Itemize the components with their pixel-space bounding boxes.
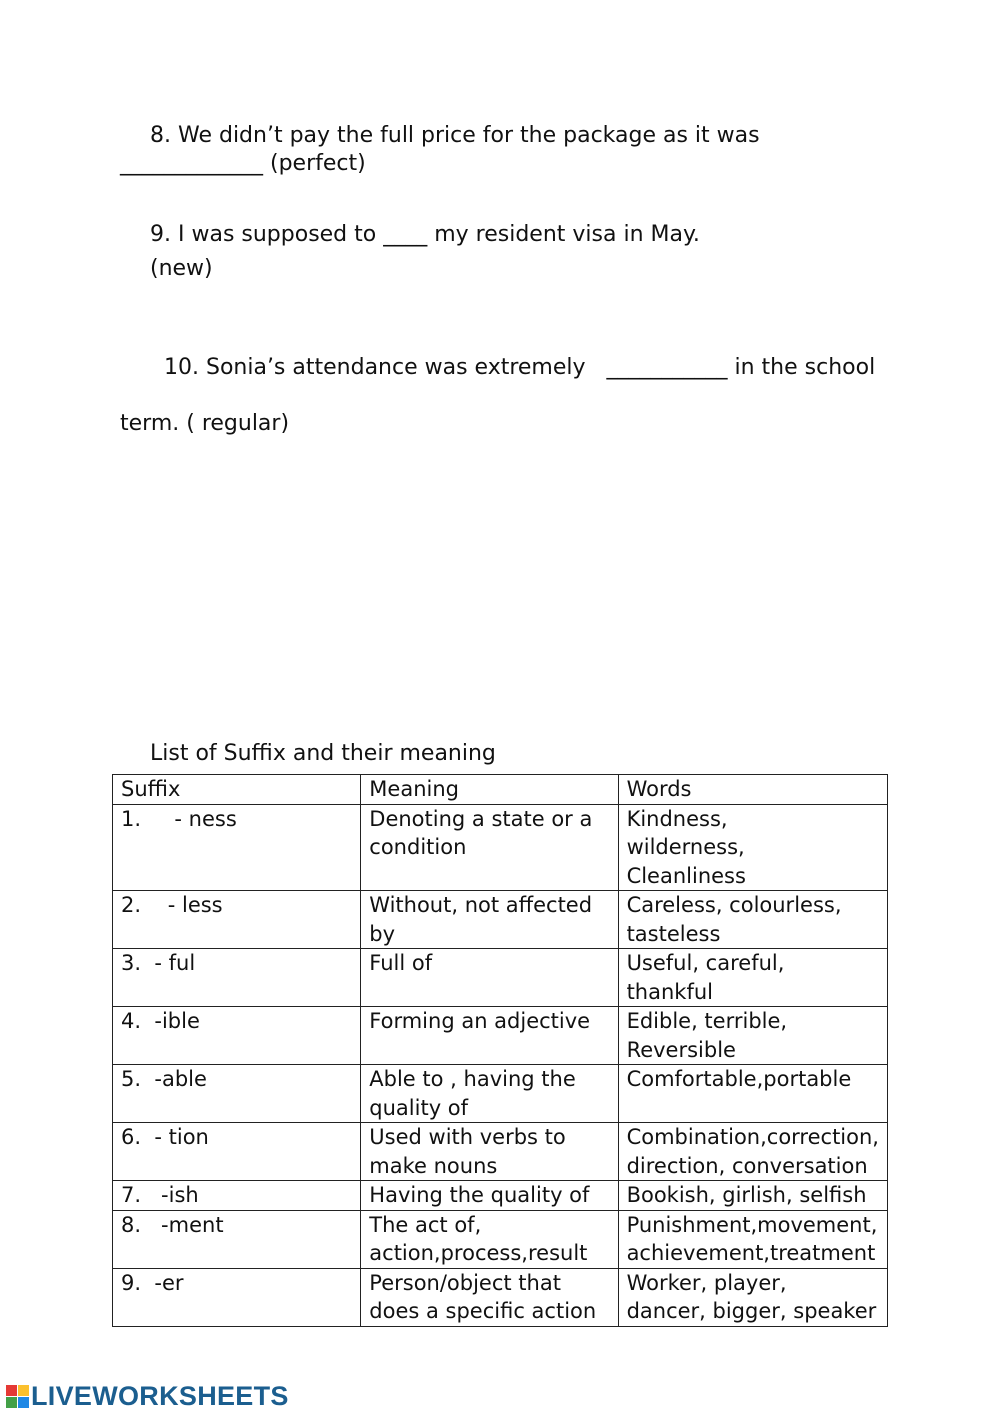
suffix-cell: 5. -able: [113, 1065, 361, 1123]
question-text: 9. I was supposed to ____ my resident visa in May.: [150, 222, 700, 247]
meaning-cell: Having the quality of: [361, 1181, 618, 1211]
question-10: [120, 326, 880, 466]
words-cell: Careless, colourless, tasteless: [618, 891, 887, 949]
table-header-row: [113, 775, 888, 805]
question-text: 8. We didn’t pay the full price for the package as it was: [150, 123, 760, 148]
suffix-cell: 6. - tion: [113, 1123, 361, 1181]
suffix-cell: 2. - less: [113, 891, 361, 949]
question-9: [120, 221, 880, 283]
section-title: List of Suffix and their meaning: [150, 741, 496, 766]
table-row: [113, 891, 888, 949]
table-row: [113, 1065, 888, 1123]
words-cell: Comfortable,portable: [618, 1065, 887, 1123]
logo-block: [18, 1385, 29, 1396]
logo-block: [18, 1397, 29, 1408]
table-row: [113, 1210, 888, 1268]
table-row: [113, 949, 888, 1007]
question-answer-line: _____________ (perfect): [120, 151, 366, 176]
question-8: [120, 122, 880, 178]
words-cell: Kindness, wilderness, Cleanliness: [618, 804, 887, 891]
suffix-cell: 8. -ment: [113, 1210, 361, 1268]
header-words: Words: [618, 775, 887, 805]
suffix-cell: 9. -er: [113, 1268, 361, 1326]
logo-blocks-icon: [6, 1385, 29, 1408]
suffix-table: [112, 774, 888, 1327]
table-row: [113, 1268, 888, 1326]
logo-text: LIVEWORKSHEETS: [31, 1380, 289, 1411]
liveworksheets-logo[interactable]: [6, 1380, 289, 1412]
words-cell: Edible, terrible, Reversible: [618, 1007, 887, 1065]
suffix-cell: 4. -ible: [113, 1007, 361, 1065]
meaning-cell: Denoting a state or a condition: [361, 804, 618, 891]
header-meaning: Meaning: [361, 775, 618, 805]
table-row: [113, 1123, 888, 1181]
words-cell: Combination,correction, direction, conversation: [618, 1123, 887, 1181]
words-cell: Bookish, girlish, selfish: [618, 1181, 887, 1211]
meaning-cell: Without, not affected by: [361, 891, 618, 949]
question-answer-line: (new): [150, 256, 213, 281]
suffix-cell: 3. - ful: [113, 949, 361, 1007]
logo-block: [6, 1385, 17, 1396]
meaning-cell: Person/object that does a specific action: [361, 1268, 618, 1326]
table-row: [113, 1181, 888, 1211]
logo-block: [6, 1397, 17, 1408]
meaning-cell: Used with verbs to make nouns: [361, 1123, 618, 1181]
meaning-cell: The act of, action,process,result: [361, 1210, 618, 1268]
words-cell: Punishment,movement, achievement,treatment: [618, 1210, 887, 1268]
meaning-cell: Full of: [361, 949, 618, 1007]
header-suffix: Suffix: [113, 775, 361, 805]
table-row: [113, 1007, 888, 1065]
question-text: 10. Sonia’s attendance was extremely ___________ in the school: [164, 355, 876, 380]
suffix-cell: 7. -ish: [113, 1181, 361, 1211]
meaning-cell: Able to , having the quality of: [361, 1065, 618, 1123]
table-row: [113, 804, 888, 891]
suffix-cell: 1. - ness: [113, 804, 361, 891]
question-answer-line: term. ( regular): [120, 411, 290, 436]
meaning-cell: Forming an adjective: [361, 1007, 618, 1065]
words-cell: Useful, careful, thankful: [618, 949, 887, 1007]
words-cell: Worker, player, dancer, bigger, speaker: [618, 1268, 887, 1326]
